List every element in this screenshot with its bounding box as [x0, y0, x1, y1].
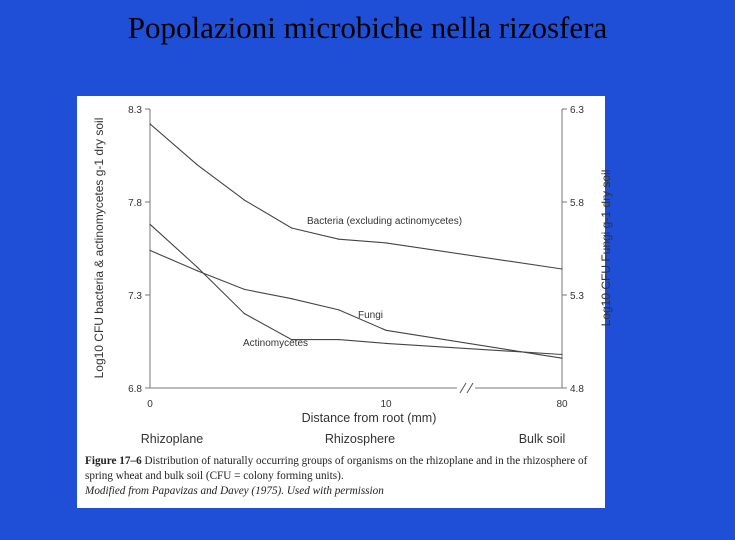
series-point — [244, 200, 245, 201]
zone-label: Bulk soil — [518, 432, 566, 446]
right-tick-label: 4.8 — [570, 384, 584, 395]
caption-figure-label: Figure 17–6 — [85, 455, 142, 467]
figure-caption — [85, 454, 605, 499]
caption-source: Modified from Papavizas and Davey (1975). Used with permission — [85, 485, 384, 497]
series-point — [197, 270, 198, 271]
left-tick-label: 7.3 — [128, 291, 142, 302]
series-point — [197, 164, 198, 165]
series-point — [561, 358, 562, 359]
series-point — [338, 309, 339, 310]
series-point — [338, 339, 339, 340]
right-tick-label: 6.3 — [570, 105, 584, 116]
series-point — [561, 268, 562, 269]
series-point — [291, 298, 292, 299]
figure-panel — [77, 96, 613, 508]
x-tick-label: 0 — [147, 399, 153, 410]
series-label: Actinomycetes — [243, 338, 309, 349]
series-point — [561, 354, 562, 355]
series-point — [244, 289, 245, 290]
x-tick-label: 80 — [556, 399, 568, 410]
series-point — [149, 123, 150, 124]
series-point — [291, 227, 292, 228]
series-point — [149, 250, 150, 251]
series-point — [197, 267, 198, 268]
series-point — [385, 242, 386, 243]
zone-label: Rhizosphere — [324, 432, 396, 446]
series-point — [385, 330, 386, 331]
x-axis-title: Distance from root (mm) — [301, 411, 437, 425]
microbial-population-chart — [77, 96, 613, 454]
series-point — [338, 239, 339, 240]
slide-title: Popolazioni microbiche nella rizosfera — [127, 10, 608, 45]
series-point — [244, 313, 245, 314]
series-line — [150, 224, 562, 354]
axis-break-mark — [467, 383, 473, 393]
series-point — [149, 224, 150, 225]
left-tick-label: 6.8 — [128, 384, 142, 395]
left-tick-label: 8.3 — [128, 105, 142, 116]
zone-label: Rhizoplane — [140, 432, 204, 446]
chart-labels — [92, 105, 613, 446]
right-axis-title: Log10 CFU Fungi g-1 dry soil — [599, 169, 613, 327]
right-tick-label: 5.8 — [570, 198, 584, 209]
x-tick-label: 10 — [380, 399, 392, 410]
series-label: Fungi — [358, 310, 384, 321]
left-tick-label: 7.8 — [128, 198, 142, 209]
chart-series — [149, 123, 562, 359]
caption-text: Distribution of naturally occurring groups of organisms on the rhizoplane and in the rhizosphere of spring wheat and bulk soil (CFU = colony forming units). — [85, 455, 588, 482]
left-axis-title: Log10 CFU bacteria & actinomycetes g-1 dry soil — [92, 117, 106, 379]
series-line — [150, 250, 562, 358]
series-point — [385, 343, 386, 344]
right-tick-label: 5.3 — [570, 291, 584, 302]
series-label: Bacteria (excluding actinomycetes) — [307, 216, 463, 227]
series-line — [150, 124, 562, 269]
axis-break-mark — [460, 383, 466, 393]
